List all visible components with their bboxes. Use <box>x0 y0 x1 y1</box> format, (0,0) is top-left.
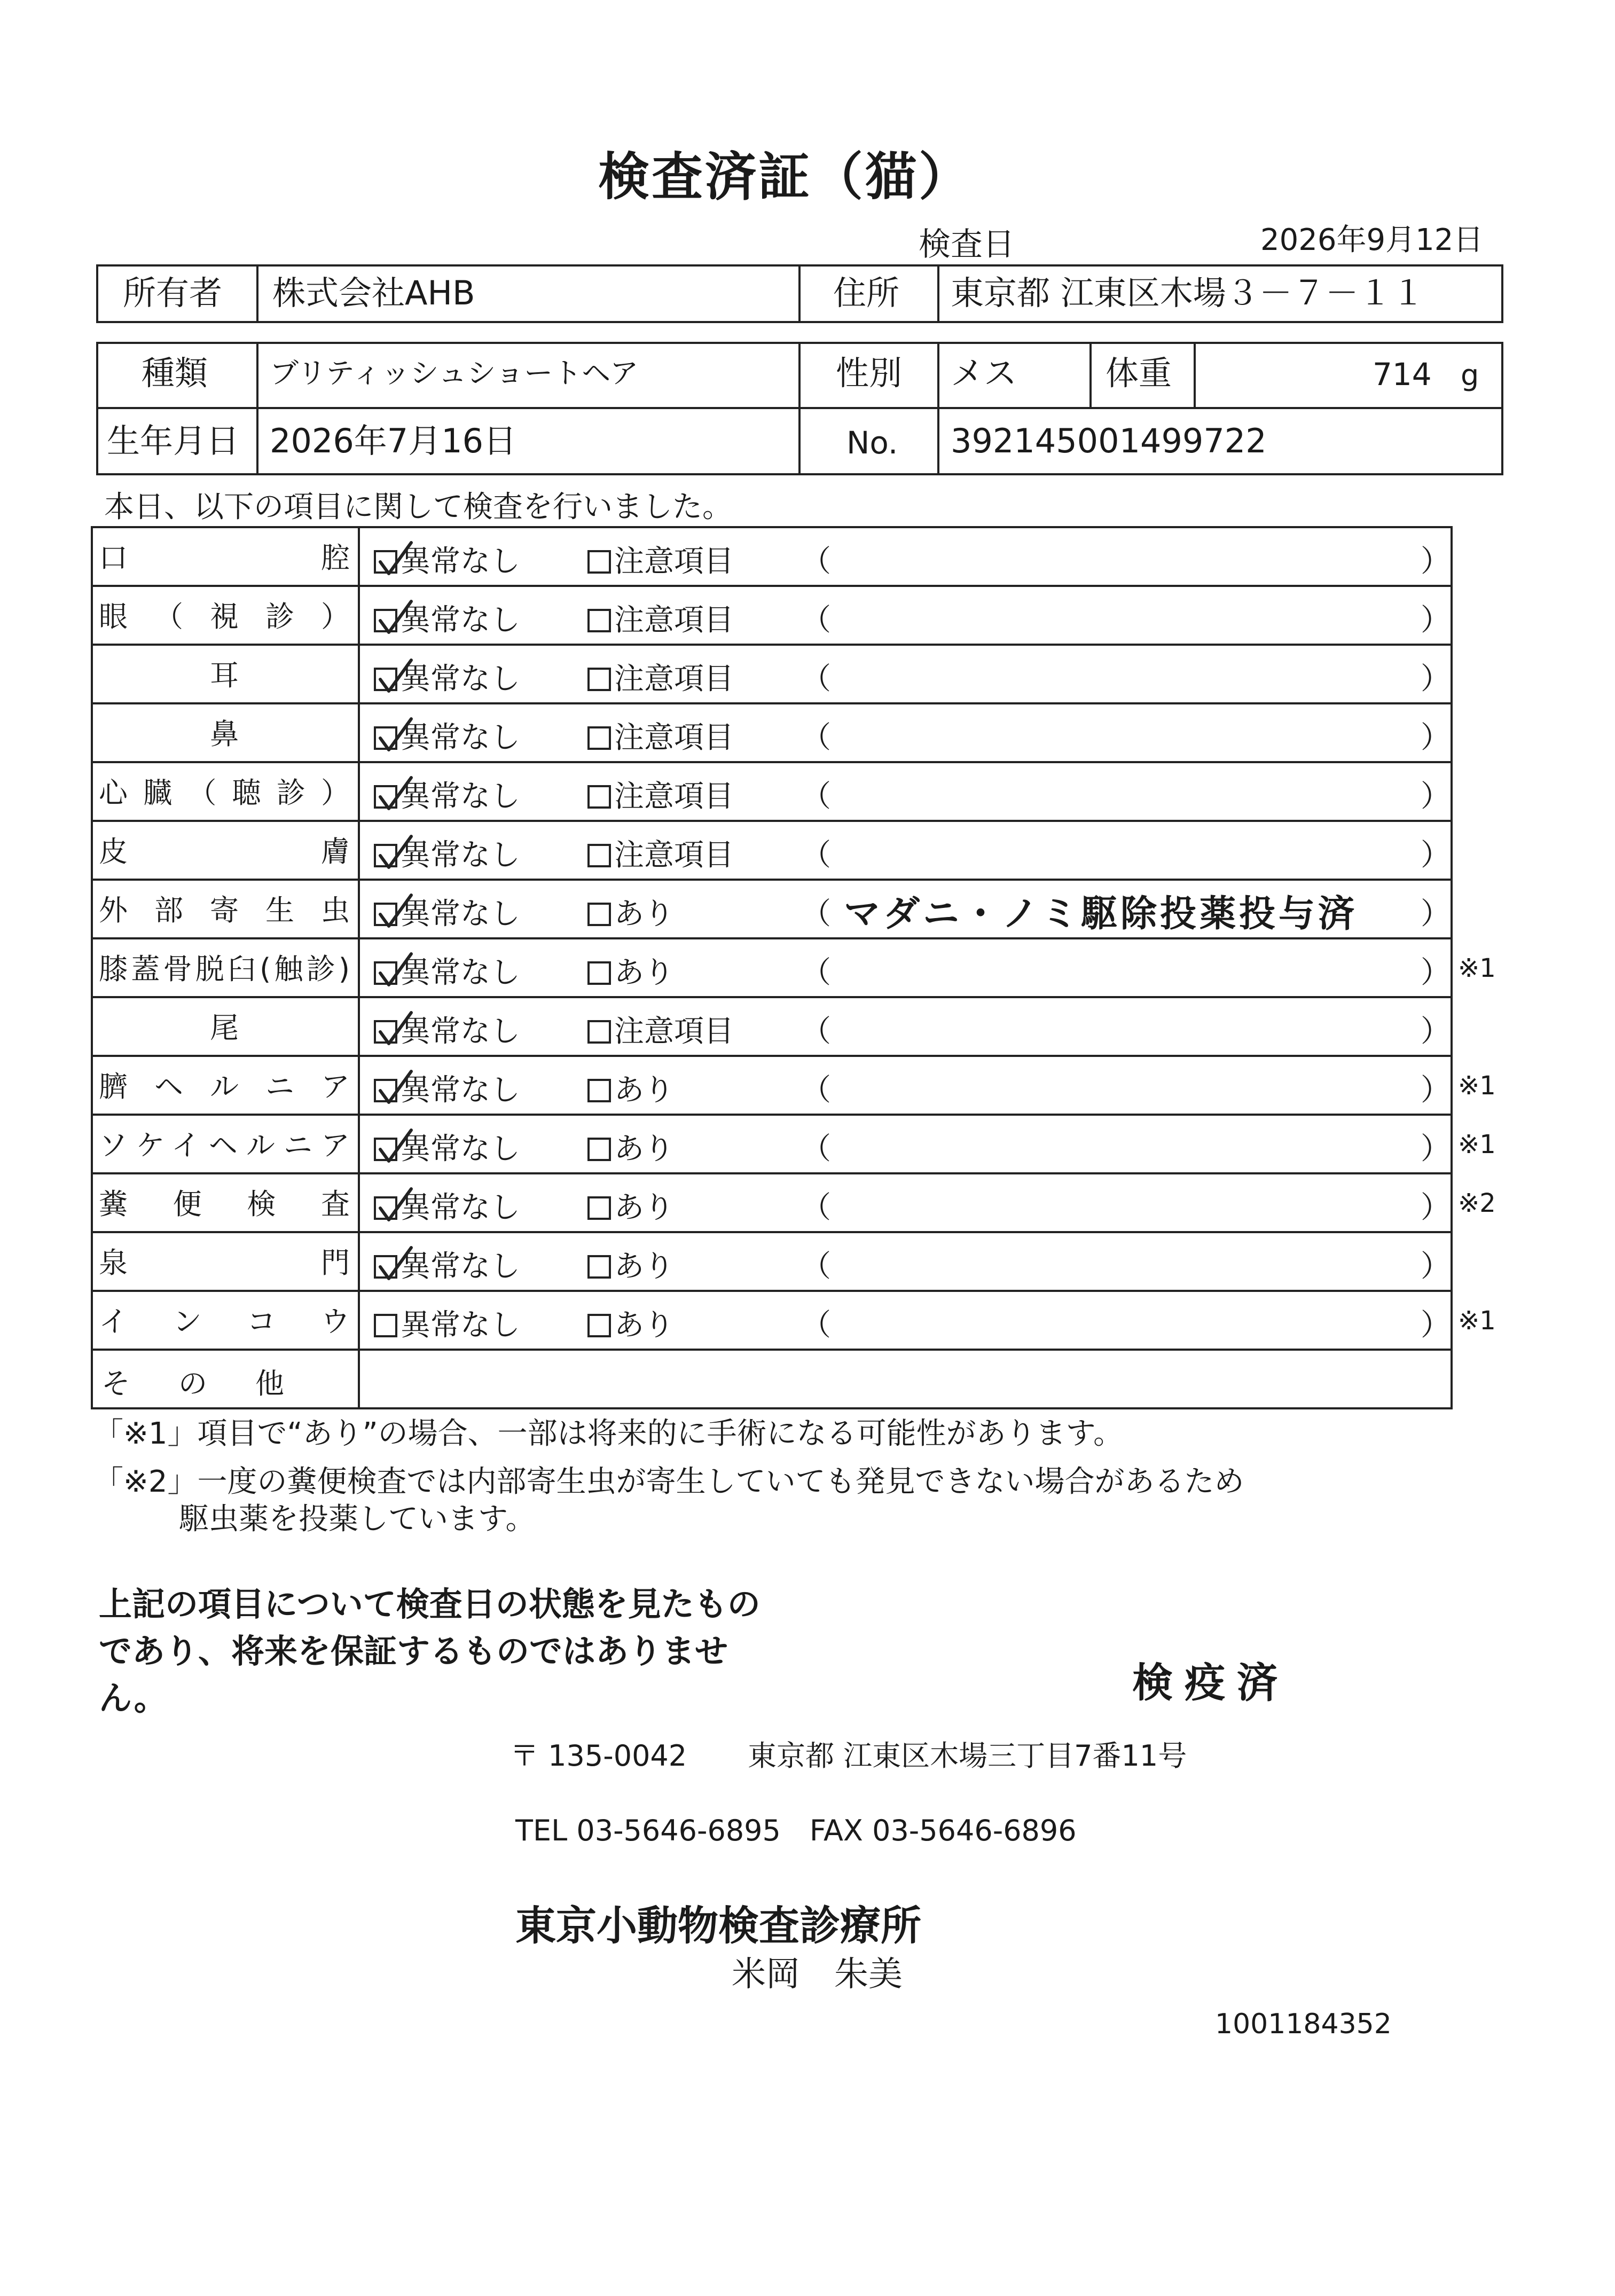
clinic-address: 東京都 江東区木場三丁目7番11号 <box>748 1739 1187 1773</box>
no-abnormality-text: 異常なし <box>401 1308 520 1343</box>
no-abnormality-option[interactable] <box>374 655 520 698</box>
no-abnormality-option[interactable] <box>374 538 520 581</box>
checkmark-icon <box>377 1245 414 1283</box>
attention-option[interactable] <box>587 1008 734 1051</box>
owner-label: 所有者 <box>123 273 223 312</box>
no-abnormality-text: 異常なし <box>401 897 520 931</box>
check-item-label <box>99 937 350 996</box>
attention-text: あり <box>614 1190 674 1225</box>
weight-unit: g <box>1461 358 1479 392</box>
dob-value: 2026年7月16日 <box>270 421 517 460</box>
no-abnormality-text: 異常なし <box>401 603 520 638</box>
check-row <box>91 761 1453 820</box>
no-abnormality-checkbox[interactable] <box>374 550 397 574</box>
no-label: No. <box>846 425 898 461</box>
check-item-label <box>99 644 350 702</box>
other-label <box>101 1361 352 1402</box>
note-close-paren: ） <box>1421 1249 1451 1284</box>
attention-checkbox[interactable] <box>587 1138 611 1161</box>
attention-text: あり <box>614 955 674 990</box>
attention-option[interactable] <box>587 597 734 639</box>
note-open-paren: （ <box>801 1073 831 1108</box>
note-open-paren: （ <box>801 1190 831 1225</box>
note-open-paren: （ <box>801 544 831 579</box>
no-abnormality-checkbox[interactable] <box>374 785 397 809</box>
check-item-label-text: ソケイヘルニア <box>99 1128 350 1162</box>
attention-option[interactable] <box>587 1125 674 1168</box>
note-close-paren: ） <box>1421 1073 1451 1108</box>
no-abnormality-option[interactable] <box>374 1184 520 1227</box>
check-item-label <box>99 1172 350 1231</box>
attention-checkbox[interactable] <box>587 844 611 867</box>
no-abnormality-option[interactable] <box>374 1302 520 1344</box>
footnote-mark: ※1 <box>1458 1130 1496 1159</box>
no-abnormality-checkbox[interactable] <box>374 903 397 926</box>
dob-label: 生年月日 <box>107 421 240 460</box>
check-row <box>91 937 1496 996</box>
note-close-paren: ） <box>1421 544 1451 579</box>
check-note: マダニ・ノミ駆除投薬投与済 <box>844 893 1358 935</box>
checkmark-icon <box>377 952 414 989</box>
note-close-paren: ） <box>1421 1308 1451 1343</box>
page-title: 検査済証（猫） <box>598 147 972 207</box>
check-row <box>91 526 1453 585</box>
attention-text: あり <box>614 1249 674 1284</box>
clinic-name: 東京小動物検査診療所 <box>515 1902 921 1949</box>
check-item-label-text: 口腔 <box>99 540 350 575</box>
attention-checkbox[interactable] <box>587 1314 611 1337</box>
checkmark-icon <box>377 540 414 578</box>
check-item-label-text: 心臓（聴診） <box>99 775 350 810</box>
no-abnormality-text: 異常なし <box>401 838 520 873</box>
no-abnormality-option[interactable] <box>374 1008 520 1051</box>
no-abnormality-option[interactable] <box>374 949 520 992</box>
no-abnormality-checkbox[interactable] <box>374 1196 397 1220</box>
no-abnormality-option[interactable] <box>374 890 520 933</box>
checkmark-icon <box>377 1187 414 1224</box>
note-open-paren: （ <box>801 1308 831 1343</box>
no-abnormality-checkbox[interactable] <box>374 726 397 750</box>
footnote-mark: ※1 <box>1458 953 1496 983</box>
no-abnormality-checkbox[interactable] <box>374 609 397 632</box>
check-item-label <box>99 1055 350 1114</box>
no-abnormality-checkbox[interactable] <box>374 1255 397 1279</box>
attention-checkbox[interactable] <box>587 668 611 691</box>
checkmark-icon <box>377 599 414 637</box>
attention-checkbox[interactable] <box>587 1079 611 1102</box>
attention-text: 注意項目 <box>614 662 734 696</box>
check-item-label-text: 眼（視診） <box>99 599 350 633</box>
note-open-paren: （ <box>801 838 831 873</box>
attention-text: あり <box>614 1132 674 1166</box>
check-row <box>91 1231 1453 1290</box>
note-close-paren: ） <box>1421 603 1451 638</box>
no-value: 392145001499722 <box>951 421 1267 460</box>
no-abnormality-text: 異常なし <box>401 544 520 579</box>
check-item-label <box>99 879 350 937</box>
no-abnormality-text: 異常なし <box>401 1190 520 1225</box>
attention-option[interactable] <box>587 1184 674 1227</box>
no-abnormality-text: 異常なし <box>401 662 520 696</box>
note-open-paren: （ <box>801 662 831 696</box>
exam-date-label: 検査日 <box>919 226 1015 263</box>
no-abnormality-option[interactable] <box>374 1067 520 1109</box>
checkmark-icon <box>377 834 414 872</box>
attention-option[interactable] <box>587 1243 674 1286</box>
attention-checkbox[interactable] <box>587 550 611 574</box>
note-open-paren: （ <box>801 1014 831 1049</box>
no-abnormality-checkbox[interactable] <box>374 668 397 691</box>
check-row <box>91 820 1453 879</box>
checkmark-icon <box>377 775 414 813</box>
check-item-label-text: 皮膚 <box>99 834 350 868</box>
clinic-tel-fax: TEL 03-5646-6895 FAX 03-5646-6896 <box>515 1814 1077 1847</box>
note-close-paren: ） <box>1421 1014 1451 1049</box>
intro-text: 本日、以下の項目に関して検査を行いました。 <box>104 490 732 524</box>
note-close-paren: ） <box>1421 897 1451 931</box>
footnote-mark: ※1 <box>1458 1071 1496 1101</box>
no-abnormality-option[interactable] <box>374 832 520 874</box>
attention-text: 注意項目 <box>614 1014 734 1049</box>
weight-label: 体重 <box>1106 354 1172 393</box>
breed-value: ブリティッシュショートヘア <box>270 356 639 390</box>
footnote-mark: ※2 <box>1458 1188 1496 1218</box>
checkmark-icon <box>377 1010 414 1048</box>
veterinarian-name: 米岡 朱美 <box>732 1955 903 1994</box>
sex-value: メス <box>951 354 1017 393</box>
no-abnormality-option[interactable] <box>374 1243 520 1286</box>
note-open-paren: （ <box>801 603 831 638</box>
address-value: 東京都 江東区木場３－７－１１ <box>951 273 1425 312</box>
attention-checkbox[interactable] <box>587 785 611 809</box>
no-abnormality-text: 異常なし <box>401 1073 520 1108</box>
check-item-label-text: 尾 <box>210 1010 239 1045</box>
attention-option[interactable] <box>587 1067 674 1109</box>
no-abnormality-text: 異常なし <box>401 1132 520 1166</box>
check-item-label <box>99 1231 350 1290</box>
check-item-label-text: 外部寄生虫 <box>99 893 350 927</box>
footnote-2-continued: 駆虫薬を投薬しています。 <box>179 1502 536 1537</box>
note-open-paren: （ <box>801 955 831 990</box>
check-row <box>91 1290 1496 1349</box>
check-item-label-text: 糞便検査 <box>99 1187 350 1221</box>
footnote-1: 「※1」項目で“あり”の場合、一部は将来的に手術になる可能性があります。 <box>93 1416 1124 1451</box>
note-close-paren: ） <box>1421 662 1451 696</box>
no-abnormality-option[interactable] <box>374 1125 520 1168</box>
attention-text: 注意項目 <box>614 779 734 814</box>
check-item-label-text: 鼻 <box>210 717 239 751</box>
attention-option[interactable] <box>587 655 734 698</box>
owner-value: 株式会社AHB <box>272 273 475 312</box>
quarantine-stamp: 検疫済 <box>1132 1659 1289 1706</box>
note-close-paren: ） <box>1421 1132 1451 1166</box>
no-abnormality-text: 異常なし <box>401 779 520 814</box>
note-close-paren: ） <box>1421 1190 1451 1225</box>
attention-option[interactable] <box>587 538 734 581</box>
note-close-paren: ） <box>1421 720 1451 755</box>
check-item-label <box>99 761 350 820</box>
attention-option[interactable] <box>587 832 734 874</box>
attention-text: 注意項目 <box>614 838 734 873</box>
check-item-label-text: 臍ヘルニア <box>99 1069 350 1103</box>
note-open-paren: （ <box>801 779 831 814</box>
weight-value: 714 <box>1373 356 1432 393</box>
attention-option[interactable] <box>587 890 674 933</box>
no-abnormality-checkbox[interactable] <box>374 844 397 867</box>
other-label-text: その他 <box>101 1367 332 1400</box>
check-item-label <box>99 996 350 1055</box>
disclaimer: 上記の項目について検査日の状態を見たものであり、将来を保証するものではありません。 <box>99 1585 761 1718</box>
check-row <box>91 585 1453 644</box>
checkmark-icon <box>377 717 414 754</box>
exam-date-value: 2026年9月12日 <box>1260 223 1484 257</box>
check-item-label <box>99 1114 350 1172</box>
check-row <box>91 702 1453 761</box>
checkmark-icon <box>377 1069 414 1107</box>
check-item-label <box>99 585 350 644</box>
attention-option[interactable] <box>587 773 734 816</box>
check-row <box>91 996 1453 1055</box>
sex-label: 性別 <box>836 354 903 393</box>
attention-checkbox[interactable] <box>587 1255 611 1279</box>
attention-checkbox[interactable] <box>587 1196 611 1220</box>
check-item-label-text: 耳 <box>210 658 239 692</box>
no-abnormality-option[interactable] <box>374 773 520 816</box>
checkmark-icon <box>377 893 414 930</box>
footnote-2: 「※2」一度の糞便検査では内部寄生虫が寄生していても発見できない場合があるため <box>93 1464 1244 1499</box>
check-item-label <box>99 1290 350 1349</box>
footnote-mark: ※1 <box>1458 1306 1496 1336</box>
breed-label: 種類 <box>142 354 208 393</box>
attention-text: あり <box>614 1308 674 1343</box>
attention-checkbox[interactable] <box>587 903 611 926</box>
check-item-label-text: 泉門 <box>99 1245 350 1280</box>
note-close-paren: ） <box>1421 779 1451 814</box>
note-open-paren: （ <box>801 1249 831 1284</box>
address-label: 住所 <box>833 273 900 312</box>
attention-checkbox[interactable] <box>587 609 611 632</box>
checkmark-icon <box>377 1128 414 1165</box>
no-abnormality-checkbox[interactable] <box>374 1020 397 1044</box>
attention-option[interactable] <box>587 949 674 992</box>
attention-option[interactable] <box>587 1302 674 1344</box>
postal-code: 〒 135-0042 <box>510 1739 687 1773</box>
no-abnormality-checkbox[interactable] <box>374 961 397 985</box>
checkmark-icon <box>377 658 414 695</box>
no-abnormality-text: 異常なし <box>401 1014 520 1049</box>
no-abnormality-option[interactable] <box>374 597 520 639</box>
note-open-paren: （ <box>801 1132 831 1166</box>
attention-text: あり <box>614 1073 674 1108</box>
note-open-paren: （ <box>801 720 831 755</box>
note-close-paren: ） <box>1421 838 1451 873</box>
no-abnormality-text: 異常なし <box>401 720 520 755</box>
attention-option[interactable] <box>587 714 734 757</box>
check-row <box>91 1114 1496 1172</box>
note-close-paren: ） <box>1421 955 1451 990</box>
no-abnormality-text: 異常なし <box>401 1249 520 1284</box>
no-abnormality-checkbox[interactable] <box>374 1314 397 1337</box>
no-abnormality-checkbox[interactable] <box>374 1079 397 1102</box>
no-abnormality-option[interactable] <box>374 714 520 757</box>
check-row <box>91 879 1453 937</box>
attention-text: 注意項目 <box>614 603 734 638</box>
attention-text: 注意項目 <box>614 544 734 579</box>
attention-text: 注意項目 <box>614 720 734 755</box>
check-row <box>91 1055 1496 1114</box>
attention-checkbox[interactable] <box>587 961 611 985</box>
note-open-paren: （ <box>801 897 831 931</box>
no-abnormality-text: 異常なし <box>401 955 520 990</box>
check-item-label-text: 膝蓋骨脱臼(触診) <box>99 952 350 986</box>
check-item-label <box>99 702 350 761</box>
attention-text: あり <box>614 897 674 931</box>
attention-checkbox[interactable] <box>587 726 611 750</box>
no-abnormality-checkbox[interactable] <box>374 1138 397 1161</box>
serial-number: 1001184352 <box>1215 2008 1392 2040</box>
check-row <box>91 644 1453 702</box>
attention-checkbox[interactable] <box>587 1020 611 1044</box>
check-item-label <box>99 820 350 879</box>
check-item-label <box>99 526 350 585</box>
check-item-label-text: インコウ <box>99 1304 350 1338</box>
check-row <box>91 1172 1496 1231</box>
